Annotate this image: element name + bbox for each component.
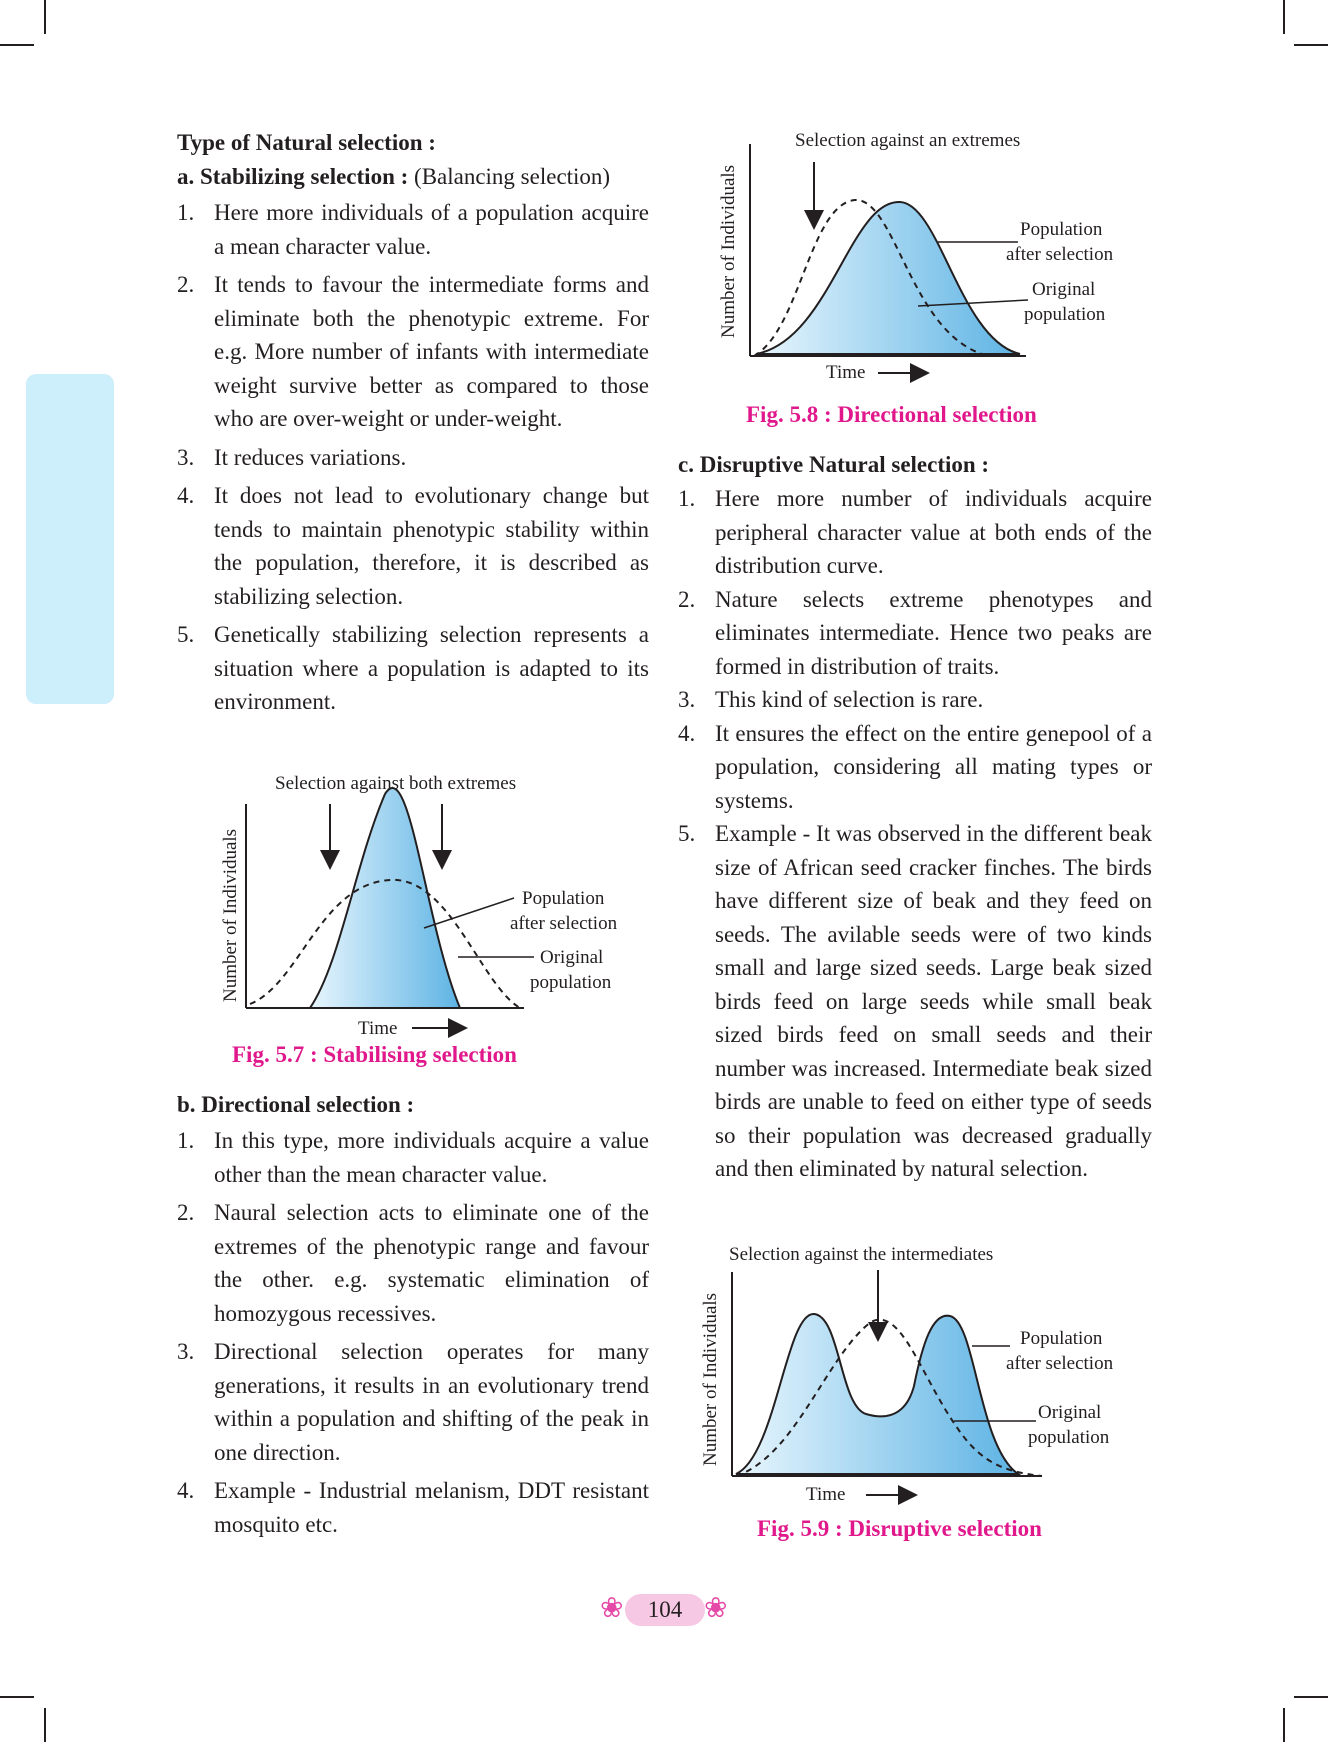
after-selection-curve (756, 202, 1020, 354)
item-number: 2. (678, 586, 696, 612)
item-number: 1. (177, 1128, 195, 1153)
list-item (177, 1335, 649, 1469)
crop-mark (1283, 0, 1285, 34)
orig-label-line2: population (530, 972, 612, 993)
list-item (177, 268, 649, 436)
x-axis-label: Time (826, 362, 866, 383)
list-item (177, 1474, 649, 1541)
y-axis-label: Number of Individuals (718, 164, 739, 338)
list-item (678, 583, 1152, 684)
item-text: Nature selects extreme phenotypes and eliminates intermediate. Hence two peaks are formed in distribution of traits. (715, 586, 1152, 679)
orig-label-line1: Original (1032, 279, 1096, 300)
item-number: 5. (177, 622, 195, 647)
left-column-top (177, 126, 649, 724)
item-number: 1. (678, 486, 696, 511)
disruptive-list (678, 482, 1152, 1186)
item-text: It tends to favour the intermediate forms and eliminate both the phenotypic extreme. For e.g. More number of infants with intermediate weight survive better as compared to those who are over-weight or under-weight. (214, 272, 649, 431)
fig-top-label: Selection against an extremes (795, 130, 1021, 151)
list-item (678, 717, 1152, 818)
list-item (678, 683, 1152, 717)
fig-top-label: Selection against both extremes (275, 773, 517, 794)
after-label-line1: Population (1020, 219, 1103, 240)
disruptive-heading: c. Disruptive Natural selection : (678, 452, 990, 477)
orig-label-line2: population (1024, 304, 1106, 325)
orig-label-line2: population (1028, 1427, 1110, 1448)
right-column (678, 448, 1152, 1186)
item-number: 4. (177, 483, 195, 508)
stabilizing-list (177, 196, 649, 719)
disruptive-diagram (696, 1236, 1176, 1516)
list-item (678, 482, 1152, 583)
item-text: Here more individuals of a population acquire a mean character value. (214, 200, 649, 259)
item-number: 4. (678, 720, 696, 746)
item-number: 1. (177, 200, 195, 225)
item-text: Directional selection operates for many generations, it results in an evolutionary trend within a population and shifting of the peak in one direction. (214, 1339, 649, 1465)
item-text: In this type, more individuals acquire a value other than the mean character value. (214, 1128, 649, 1187)
directional-heading: b. Directional selection : (177, 1092, 415, 1117)
item-number: 3. (177, 1339, 195, 1364)
item-text: Here more number of individuals acquire peripheral character value at both ends of the distribution curve. (715, 486, 1152, 578)
item-number: 5. (678, 821, 696, 846)
crop-mark (0, 44, 34, 46)
figure-disruptive (696, 1236, 1176, 1516)
fig-top-label: Selection against the intermediates (729, 1244, 994, 1265)
directional-list (177, 1124, 649, 1541)
item-text: Example - Industrial melanism, DDT resistant mosquito etc. (214, 1478, 649, 1537)
stabilizing-heading-note: (Balancing selection) (408, 164, 611, 189)
crop-mark (0, 1696, 34, 1698)
item-number: 3. (678, 687, 696, 712)
after-label-line2: after selection (1006, 1353, 1114, 1374)
flower-icon: ❀ (704, 1593, 728, 1624)
y-axis-label: Number of Individuals (700, 1292, 721, 1466)
item-text: It does not lead to evolutionary change but tends to maintain phenotypic stability within the population, therefore, it is described as stabilizing selection. (214, 483, 649, 609)
page-number: 104 (625, 1594, 705, 1626)
item-text: Naural selection acts to eliminate one of the extremes of the phenotypic range and favour the other. e.g. systematic elimination of homozygous recessives. (214, 1200, 649, 1326)
item-text: It reduces variations. (214, 444, 407, 470)
item-text: Example - It was observed in the different beak size of African seed cracker finches. The birds have different size of beak and they feed on seeds. The avilable seeds were of two kinds small and large sized seeds. Large beak sized birds feed on large seeds while small beak sized birds feed on small seeds and their number was increased. Intermediate beak sized birds are unable to feed on either type of seeds so their population was decreased gradually and then eliminated by natural selection. (715, 821, 1152, 1181)
directional-diagram (710, 120, 1170, 390)
orig-label-line1: Original (540, 947, 604, 968)
after-label-line2: after selection (1006, 244, 1114, 265)
after-label-line2: after selection (510, 913, 618, 934)
side-tab (26, 374, 114, 704)
list-item (177, 1196, 649, 1330)
page-number-badge (600, 1592, 730, 1628)
crop-mark (44, 1708, 46, 1742)
orig-label-line1: Original (1038, 1402, 1102, 1423)
figure-directional (710, 120, 1170, 390)
figure-stabilising (210, 764, 640, 1044)
crop-mark (44, 0, 46, 34)
crop-mark (1294, 1696, 1328, 1698)
item-text: This kind of selection is rare. (715, 687, 984, 712)
item-number: 2. (177, 272, 195, 297)
after-label-line1: Population (522, 888, 605, 909)
after-label-line1: Population (1020, 1328, 1103, 1349)
flower-icon: ❀ (600, 1593, 624, 1624)
crop-mark (1294, 44, 1328, 46)
stabilising-diagram (210, 764, 640, 1044)
list-item (177, 618, 649, 719)
x-axis-label: Time (806, 1484, 846, 1505)
crop-mark (1283, 1708, 1285, 1742)
left-column-bottom (177, 1088, 649, 1546)
item-text: It ensures the effect on the entire genepool of a population, considering all mating types or systems. (715, 720, 1152, 813)
fig-5-9-caption: Fig. 5.9 : Disruptive selection (757, 1516, 1042, 1541)
list-item (177, 479, 649, 613)
item-number: 3. (177, 444, 195, 470)
stabilizing-heading (177, 160, 649, 194)
after-selection-curve (310, 788, 460, 1008)
y-axis-label: Number of Individuals (220, 828, 241, 1002)
after-selection-curve (736, 1314, 1018, 1474)
fig-5-7-caption: Fig. 5.7 : Stabilising selection (232, 1042, 517, 1067)
section-title: Type of Natural selection : (177, 130, 436, 155)
list-item (678, 817, 1152, 1186)
list-item (177, 196, 649, 263)
item-number: 4. (177, 1478, 195, 1503)
x-axis-label: Time (358, 1018, 398, 1039)
list-item (177, 1124, 649, 1191)
fig-5-8-caption: Fig. 5.8 : Directional selection (746, 402, 1037, 427)
list-item (177, 441, 649, 475)
item-number: 2. (177, 1200, 195, 1225)
item-text: Genetically stabilizing selection represents a situation where a population is adapted to its environment. (214, 622, 649, 714)
stabilizing-heading-text: a. Stabilizing selection : (177, 164, 409, 189)
